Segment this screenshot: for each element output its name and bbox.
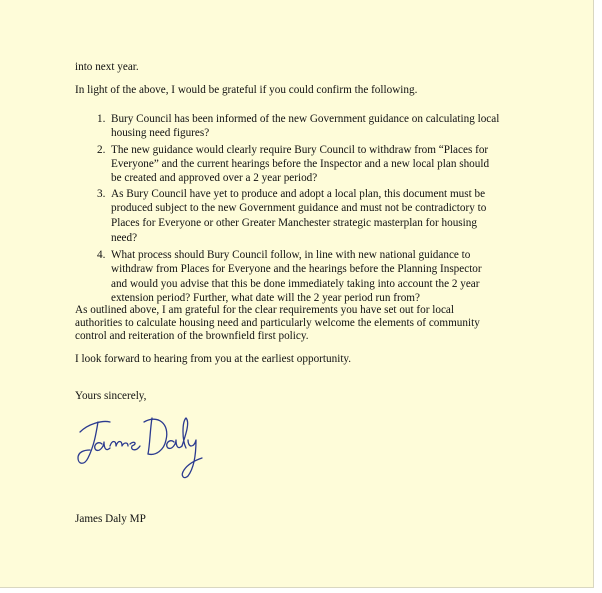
list-item-line: housing need figures?	[111, 127, 210, 139]
list-item-line: Everyone” and the current hearings before the Inspector and a new local plan should	[111, 158, 490, 170]
closing-paragraph-line: authorities to calculate housing need and particularly welcome the elements of community	[75, 317, 480, 329]
list-item-line: As Bury Council have yet to produce and adopt a local plan, this document must be	[111, 188, 486, 200]
list-item-line: produced subject to the new Government guidance and must not be contradictory to	[111, 202, 487, 214]
valediction: Yours sincerely,	[75, 390, 147, 402]
closing-paragraph-line: As outlined above, I am grateful for the clear requirements you have set out for local	[75, 304, 454, 316]
list-item-number: 4.	[97, 249, 106, 261]
list-item-number: 3.	[97, 188, 106, 200]
list-item-number: 1.	[97, 113, 106, 125]
list-item-line: What process should Bury Council follow, in line with new national guidance to	[111, 249, 471, 261]
list-item-line: need?	[111, 232, 138, 244]
look-forward-sentence: I look forward to hearing from you at the earliest opportunity.	[75, 353, 352, 365]
list-item-line: be created and approved over a 2 year period?	[111, 172, 318, 184]
intro-sentence: In light of the above, I would be grateful if you could confirm the following.	[75, 84, 418, 96]
closing-paragraph-line: control and reiteration of the brownfield first policy.	[75, 330, 309, 342]
list-item-line: The new guidance would clearly require Bury Council to withdraw from “Places for	[111, 144, 489, 156]
signatory-name: James Daly MP	[75, 513, 146, 525]
list-item-line: Bury Council has been informed of the new Government guidance on calculating local	[111, 113, 500, 125]
list-item-line: extension period? Further, what date will the 2 year period run from?	[111, 292, 420, 304]
list-item-number: 2.	[97, 144, 106, 156]
opening-fragment: into next year.	[75, 61, 139, 73]
list-item-line: withdraw from Places for Everyone and the hearings before the Planning Inspector	[111, 263, 482, 275]
handwritten-signature	[72, 410, 207, 490]
list-item-line: Places for Everyone or other Greater Manchester strategic masterplan for housing	[111, 217, 477, 229]
list-item-line: and would you advise that this be done immediately taking into account the 2 year	[111, 278, 480, 290]
